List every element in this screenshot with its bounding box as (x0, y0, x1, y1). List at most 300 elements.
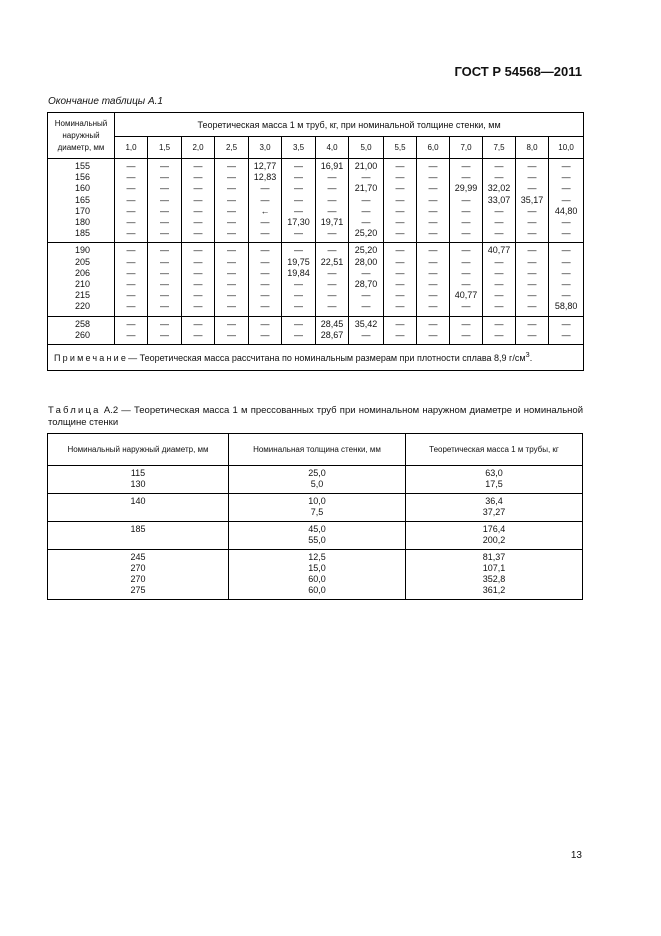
mass-value: — (361, 194, 371, 205)
mass-value: — (227, 172, 236, 183)
t2-mass-value: 176,4 (482, 524, 506, 534)
mass-value: — (294, 245, 303, 256)
t2-diameter-value: 185 (130, 524, 146, 534)
mass-value: — (494, 318, 504, 329)
mass-value: — (260, 256, 270, 267)
mass-value: — (561, 290, 571, 301)
mass-value: — (294, 194, 303, 205)
mass-value: 33,07 (487, 194, 511, 205)
mass-value: — (395, 279, 405, 290)
note-end: . (529, 353, 533, 364)
t2-mass-value: 352,8 (482, 574, 506, 584)
t2-thickness-value: 45,0 (308, 524, 326, 534)
mass-value: — (294, 183, 303, 194)
mass-value: — (160, 183, 169, 194)
mass-value: — (193, 205, 203, 216)
mass-value: — (126, 290, 136, 301)
diameter-value: 155 (74, 161, 90, 171)
mass-value: — (461, 301, 471, 312)
mass-value: — (428, 329, 438, 340)
mass-value: — (461, 205, 471, 216)
mass-value: — (227, 256, 236, 267)
mass-value: — (494, 228, 504, 239)
mass-value: — (160, 267, 169, 278)
mass-cell (182, 159, 215, 243)
mass-value: — (260, 301, 270, 312)
mass-value: 40,77 (454, 290, 478, 301)
diameter-value: 160 (74, 183, 90, 194)
mass-value: — (126, 183, 136, 194)
mass-value: — (193, 161, 203, 171)
t2-thickness-value: 5,0 (310, 479, 324, 489)
mass-value: — (193, 329, 203, 340)
thickness-header: 1,0 (115, 137, 148, 159)
mass-value: — (494, 329, 504, 340)
mass-value: — (227, 329, 236, 340)
mass-value: — (193, 228, 203, 239)
t2-diameter-cell (48, 494, 229, 522)
table-row (48, 494, 583, 522)
mass-value: — (527, 161, 537, 171)
t2-diameter-value: 270 (130, 574, 146, 584)
mass-value: — (126, 194, 136, 205)
mass-value: — (260, 267, 270, 278)
t2-mass-value: 81,37 (482, 552, 506, 562)
mass-cell (182, 243, 215, 316)
mass-value: — (260, 183, 270, 194)
t2-diameter-value: 275 (130, 585, 146, 595)
diam-header-line: диаметр, мм (57, 142, 105, 152)
mass-value: — (428, 228, 438, 239)
thickness-header: 3,5 (282, 137, 316, 159)
mass-value: — (193, 256, 203, 267)
mass-value: — (193, 183, 203, 194)
diameter-value: 215 (74, 290, 90, 301)
mass-cell (249, 243, 282, 316)
t2-thickness-value: 10,0 (308, 496, 326, 506)
mass-value: — (160, 329, 169, 340)
mass-value: — (227, 290, 236, 301)
mass-value: — (428, 318, 438, 329)
t2-diameter-cell (48, 466, 229, 494)
diameter-cell (48, 316, 115, 344)
mass-value: — (327, 267, 337, 278)
mass-value: — (327, 172, 337, 183)
table2-caption-label: Таблица (48, 405, 101, 416)
t2-thickness-value: 7,5 (310, 507, 324, 517)
mass-cell (349, 159, 384, 243)
mass-value: — (227, 245, 236, 256)
mass-value: — (395, 228, 405, 239)
table-row (48, 159, 584, 243)
mass-value: — (160, 318, 169, 329)
mass-cell (148, 159, 182, 243)
mass-value: 28,67 (320, 329, 344, 340)
t2-mass-value: 17,5 (485, 479, 503, 489)
mass-cell (282, 243, 316, 316)
table-row (48, 522, 583, 550)
mass-value: — (527, 228, 537, 239)
mass-value: — (461, 267, 471, 278)
mass-value: — (126, 279, 136, 290)
mass-cell (148, 316, 182, 344)
mass-value: — (494, 161, 504, 171)
thickness-header: 3,0 (249, 137, 282, 159)
note-superscript: 3 (525, 350, 530, 360)
t2-thickness-value: 60,0 (308, 574, 326, 584)
mass-value: — (227, 301, 236, 312)
mass-value: — (461, 245, 471, 256)
mass-value: — (428, 172, 438, 183)
mass-value: 44,80 (554, 205, 578, 216)
mass-value: — (461, 194, 471, 205)
mass-cell (549, 316, 584, 344)
mass-value: — (227, 279, 236, 290)
table-row (48, 243, 584, 316)
mass-cell (349, 316, 384, 344)
table1-note (48, 345, 584, 371)
mass-value: — (361, 217, 371, 228)
mass-value: — (561, 228, 571, 239)
mass-cell (417, 243, 450, 316)
thickness-header: 5,0 (349, 137, 384, 159)
t2-diameter-cell (48, 522, 229, 550)
mass-value: — (160, 217, 169, 228)
t2-mass-cell (406, 466, 583, 494)
t2-thickness-cell (229, 522, 406, 550)
thickness-header: 2,0 (182, 137, 215, 159)
mass-value: — (227, 205, 236, 216)
mass-value: — (260, 228, 270, 239)
mass-value: — (561, 194, 571, 205)
mass-value: — (126, 217, 136, 228)
mass-cell (115, 159, 148, 243)
diameter-cell (48, 243, 115, 316)
table-a2 (47, 433, 583, 600)
mass-value: — (160, 256, 169, 267)
t2-mass-value: 200,2 (482, 535, 506, 545)
mass-value: — (294, 172, 303, 183)
mass-value: — (395, 161, 405, 171)
thickness-header: 7,0 (450, 137, 483, 159)
mass-value: — (561, 318, 571, 329)
mass-value: — (395, 329, 405, 340)
mass-value: — (260, 318, 270, 329)
t2-thickness-cell (229, 466, 406, 494)
mass-value: — (428, 256, 438, 267)
mass-value: — (561, 161, 571, 171)
mass-value: — (527, 329, 537, 340)
mass-cell (516, 243, 549, 316)
mass-cell (450, 243, 483, 316)
table1-row-group (48, 316, 584, 344)
mass-value: — (527, 217, 537, 228)
t2-thickness-value: 25,0 (308, 468, 326, 478)
mass-cell (182, 316, 215, 344)
mass-value: — (126, 161, 136, 171)
diameter-column-header (48, 113, 115, 159)
mass-value: — (428, 183, 438, 194)
mass-value: — (260, 329, 270, 340)
mass-value: 22,51 (320, 256, 344, 267)
mass-value: 12,77 (253, 161, 277, 171)
diameter-value: 180 (74, 217, 90, 228)
mass-value: — (494, 217, 504, 228)
mass-cell (115, 243, 148, 316)
mass-value: — (361, 329, 371, 340)
mass-value: — (294, 205, 303, 216)
mass-value: — (160, 194, 169, 205)
diameter-value: 220 (74, 301, 90, 312)
mass-value: — (193, 318, 203, 329)
mass-value: — (294, 290, 303, 301)
mass-value: 19,84 (287, 267, 310, 278)
mass-value: — (428, 279, 438, 290)
mass-value: 40,77 (487, 245, 511, 256)
mass-cell (249, 316, 282, 344)
page-number: 13 (570, 850, 582, 861)
t2-diameter-value: 140 (130, 496, 146, 506)
mass-value: — (561, 329, 571, 340)
t2-thickness-value: 55,0 (308, 535, 326, 545)
mass-value: — (461, 318, 471, 329)
mass-value: — (193, 194, 203, 205)
mass-cell (417, 159, 450, 243)
mass-value: — (193, 172, 203, 183)
thickness-header: 10,0 (549, 137, 584, 159)
mass-cell (483, 243, 516, 316)
diam-header-line: Номинальный (54, 118, 108, 128)
mass-value: — (561, 217, 571, 228)
note-text: — Теоретическая масса рассчитана по номинальным размерам при плотности сплава 8,9 г/см (128, 353, 526, 364)
mass-value: — (494, 172, 504, 183)
mass-value: — (561, 183, 571, 194)
diameter-value: 190 (74, 245, 90, 256)
mass-value: — (327, 290, 337, 301)
mass-cell (215, 243, 249, 316)
mass-value: — (294, 318, 303, 329)
t2-mass-cell (406, 550, 583, 600)
mass-value: 21,00 (354, 161, 378, 171)
t2-mass-cell (406, 522, 583, 550)
mass-value: 58,80 (554, 301, 578, 312)
mass-value: — (227, 267, 236, 278)
mass-value: 35,17 (520, 194, 544, 205)
mass-value: — (294, 301, 303, 312)
mass-value: — (428, 194, 438, 205)
diameter-value: 258 (74, 318, 90, 329)
mass-value: — (395, 290, 405, 301)
mass-value: — (428, 301, 438, 312)
mass-value: — (327, 279, 337, 290)
t2-diameter-value: 245 (130, 552, 146, 562)
mass-value: — (494, 267, 504, 278)
mass-value: — (126, 329, 136, 340)
mass-value: 12,83 (253, 172, 277, 183)
mass-value: — (395, 194, 405, 205)
thickness-header: 5,5 (384, 137, 417, 159)
mass-cell (282, 316, 316, 344)
mass-value: — (361, 290, 371, 301)
mass-value: — (461, 256, 471, 267)
t2-thickness-cell (229, 550, 406, 600)
mass-cell (115, 316, 148, 344)
mass-value: — (260, 245, 270, 256)
table1-row-group (48, 243, 584, 316)
mass-value: — (361, 205, 371, 216)
t2-thickness-value: 12,5 (308, 552, 326, 562)
mass-value: — (294, 161, 303, 171)
mass-value: — (428, 161, 438, 171)
mass-cell (450, 159, 483, 243)
mass-value: — (428, 245, 438, 256)
mass-cell (417, 316, 450, 344)
mass-value: — (561, 245, 571, 256)
note-label: Примечание (54, 353, 129, 364)
mass-cell (316, 243, 349, 316)
mass-value: — (327, 194, 337, 205)
mass-value: — (395, 172, 405, 183)
mass-value: — (160, 290, 169, 301)
table2-caption-text: А.2 — Теоретическая масса 1 м прессованных труб при номинальном наружном диаметре и номинальной толщине стенки (48, 405, 584, 428)
mass-value: — (395, 245, 405, 256)
mass-value: — (395, 318, 405, 329)
thickness-header: 8,0 (516, 137, 549, 159)
mass-value: — (193, 267, 203, 278)
mass-value: — (227, 228, 236, 239)
t2-mass-value: 36,4 (485, 496, 503, 506)
mass-value: — (193, 279, 203, 290)
diameter-cell (48, 159, 115, 243)
mass-value: 21,70 (354, 183, 378, 194)
mass-cell (282, 159, 316, 243)
mass-cell (384, 243, 417, 316)
mass-value: — (527, 290, 537, 301)
mass-value: — (361, 301, 371, 312)
mass-value: — (160, 279, 169, 290)
mass-value: — (227, 217, 236, 228)
t2-thickness-value: 15,0 (308, 563, 326, 573)
mass-cell (249, 159, 282, 243)
mass-value: ← (260, 205, 270, 216)
t2-mass-cell (406, 494, 583, 522)
mass-value: — (160, 161, 169, 171)
mass-value: — (494, 301, 504, 312)
mass-cell (516, 316, 549, 344)
mass-value: — (193, 290, 203, 301)
mass-value: 17,30 (287, 217, 310, 228)
mass-value: — (428, 217, 438, 228)
mass-value: — (395, 183, 405, 194)
table-row (48, 466, 583, 494)
mass-value: — (527, 205, 537, 216)
mass-cell (483, 316, 516, 344)
mass-column-header: Теоретическая масса 1 м труб, кг, при номинальной толщине стенки, мм (115, 113, 584, 137)
mass-value: — (160, 301, 169, 312)
mass-value: — (395, 256, 405, 267)
mass-cell (148, 243, 182, 316)
mass-value: — (327, 301, 337, 312)
table-row (48, 550, 583, 600)
mass-value: — (395, 301, 405, 312)
mass-cell (450, 316, 483, 344)
mass-value: — (428, 267, 438, 278)
mass-value: — (461, 161, 471, 171)
mass-value: 28,45 (320, 318, 344, 329)
mass-value: — (561, 267, 571, 278)
diameter-value: 165 (74, 194, 90, 205)
mass-value: 19,75 (287, 256, 310, 267)
mass-cell (349, 243, 384, 316)
mass-value: — (428, 290, 438, 301)
t2-thickness-header: Номинальная толщина стенки, мм (229, 434, 406, 466)
mass-value: — (260, 279, 270, 290)
mass-value: — (527, 267, 537, 278)
mass-value: — (527, 172, 537, 183)
mass-value: 29,99 (454, 183, 478, 194)
mass-value: — (461, 217, 471, 228)
mass-cell (483, 159, 516, 243)
t2-thickness-value: 60,0 (308, 585, 326, 595)
mass-value: — (227, 183, 236, 194)
mass-value: 16,91 (320, 161, 344, 171)
mass-value: — (461, 172, 471, 183)
table2-caption (48, 405, 583, 429)
t2-diameter-value: 115 (130, 468, 146, 478)
mass-value: — (260, 290, 270, 301)
t2-diameter-cell (48, 550, 229, 600)
mass-value: — (327, 205, 337, 216)
t2-mass-header: Теоретическая масса 1 м трубы, кг (406, 434, 583, 466)
mass-cell (316, 316, 349, 344)
t2-diameter-value: 270 (130, 563, 146, 573)
mass-value: — (494, 205, 504, 216)
t2-mass-value: 37,27 (482, 507, 506, 517)
mass-cell (316, 159, 349, 243)
mass-value: — (126, 256, 136, 267)
diameter-value: 206 (74, 267, 90, 278)
mass-value: — (428, 205, 438, 216)
thickness-header: 4,0 (316, 137, 349, 159)
mass-value: — (260, 217, 270, 228)
thickness-header: 2,5 (215, 137, 249, 159)
table-a1-continuation (47, 112, 584, 371)
diameter-value: 156 (74, 172, 90, 183)
mass-cell (215, 316, 249, 344)
mass-value: — (527, 279, 537, 290)
mass-value: — (461, 228, 471, 239)
mass-cell (215, 159, 249, 243)
t2-diameter-header: Номинальный наружный диаметр, мм (48, 434, 229, 466)
mass-cell (549, 243, 584, 316)
mass-value: — (126, 301, 136, 312)
mass-value: — (294, 279, 303, 290)
mass-value: — (361, 267, 371, 278)
mass-value: 35,42 (354, 318, 378, 329)
mass-value: 28,70 (354, 279, 378, 290)
mass-value: 19,71 (320, 217, 344, 228)
diameter-value: 185 (74, 228, 90, 239)
mass-value: — (527, 301, 537, 312)
mass-value: — (294, 329, 303, 340)
mass-value: — (126, 205, 136, 216)
thickness-header: 6,0 (417, 137, 450, 159)
t2-mass-value: 63,0 (485, 468, 503, 478)
mass-value: — (361, 172, 371, 183)
mass-cell (549, 159, 584, 243)
document-id: ГОСТ Р 54568—2011 (454, 64, 582, 79)
mass-value: — (160, 245, 169, 256)
